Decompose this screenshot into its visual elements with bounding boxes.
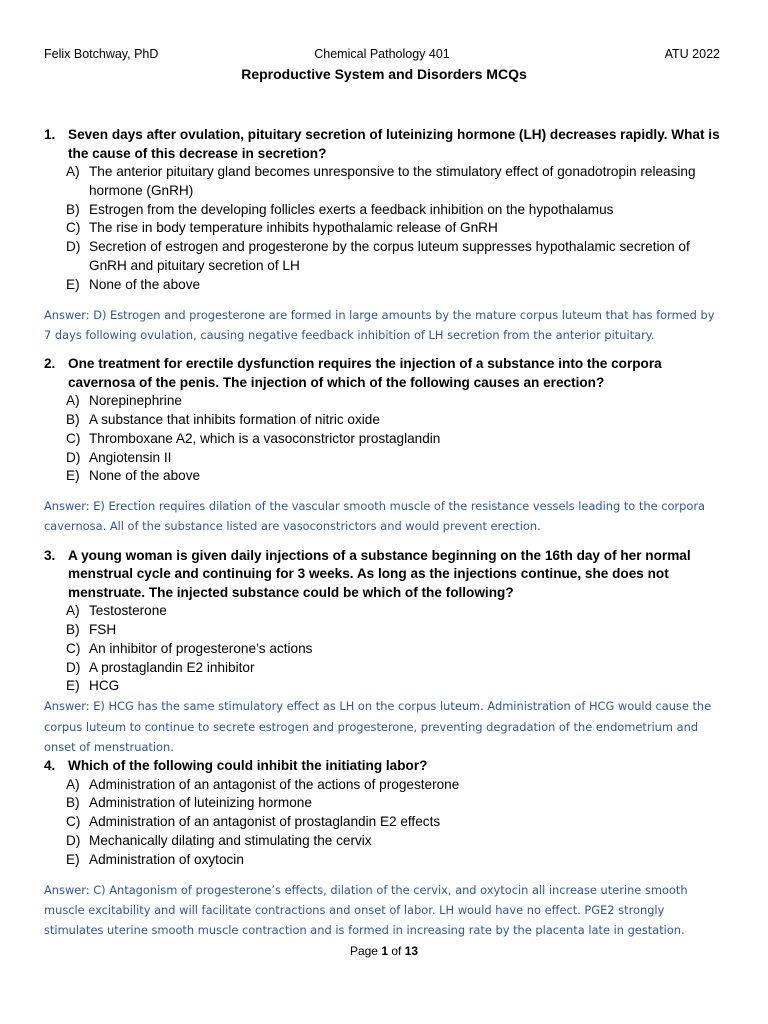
question-3 bbox=[44, 547, 724, 757]
option-text: Administration of oxytocin bbox=[89, 851, 244, 867]
option-letter: A) bbox=[66, 393, 80, 409]
option-list bbox=[44, 392, 724, 486]
option-letter: D) bbox=[66, 659, 81, 675]
of-word: of bbox=[391, 944, 402, 958]
option-letter: C) bbox=[66, 430, 81, 446]
header-course: Chemical Pathology 401 bbox=[314, 47, 450, 61]
option-e bbox=[44, 677, 724, 696]
option-text: The anterior pituitary gland becomes unresponsive to the stimulatory effect of gonadotropin releasing hormone (GnRH) bbox=[89, 164, 696, 198]
option-letter: E) bbox=[66, 851, 80, 867]
option-list bbox=[44, 163, 724, 295]
question-stem bbox=[44, 355, 724, 392]
option-a bbox=[44, 776, 724, 795]
question-text: One treatment for erectile dysfunction requires the injection of a substance into the corpora cavernosa of the penis. The injection of which of the following causes an erection? bbox=[68, 356, 662, 390]
option-c bbox=[44, 219, 724, 238]
option-letter: B) bbox=[66, 795, 80, 811]
page-footer bbox=[0, 944, 768, 958]
option-letter: C) bbox=[66, 640, 81, 656]
option-text: Administration of an antagonist of the actions of progesterone bbox=[89, 776, 460, 792]
option-text: Estrogen from the developing follicles exerts a feedback inhibition on the hypothalamus bbox=[89, 201, 614, 217]
question-stem bbox=[44, 757, 724, 776]
option-list bbox=[44, 776, 724, 870]
option-letter: C) bbox=[66, 814, 81, 830]
option-list bbox=[44, 602, 724, 696]
option-text: Norepinephrine bbox=[89, 393, 182, 409]
option-letter: C) bbox=[66, 220, 81, 236]
page-total: 13 bbox=[404, 944, 419, 958]
option-c bbox=[44, 430, 724, 449]
option-text: None of the above bbox=[89, 468, 201, 484]
option-letter: E) bbox=[66, 468, 80, 484]
option-letter: D) bbox=[66, 239, 81, 255]
document-title: Reproductive System and Disorders MCQs bbox=[241, 66, 527, 82]
header-author: Felix Botchway, PhD bbox=[44, 47, 159, 61]
answer-explanation: Answer: C) Antagonism of progesterone’s effects, dilation of the cervix, and oxytocin all increase uterine smooth muscle excitability and will facilitate contractions and onset of labor. LH would have no effect. PGE2 strongly stimulates uterine smooth muscle contraction and is formed in increasing rate by the placenta late in gestation. bbox=[44, 882, 688, 938]
option-letter: D) bbox=[66, 833, 81, 849]
option-e bbox=[44, 467, 724, 486]
option-b bbox=[44, 621, 724, 640]
option-e bbox=[44, 851, 724, 870]
option-b bbox=[44, 411, 724, 430]
option-letter: A) bbox=[66, 776, 80, 792]
option-letter: B) bbox=[66, 622, 80, 638]
question-2 bbox=[44, 355, 724, 537]
option-text: The rise in body temperature inhibits hypothalamic release of GnRH bbox=[89, 220, 498, 236]
option-d bbox=[44, 238, 724, 276]
question-4 bbox=[44, 757, 724, 940]
option-text: None of the above bbox=[89, 276, 201, 292]
question-stem bbox=[44, 547, 724, 603]
option-text: A prostaglandin E2 inhibitor bbox=[89, 659, 255, 675]
option-a bbox=[44, 392, 724, 411]
answer-explanation: Answer: E) HCG has the same stimulatory effect as LH on the corpus luteum. Administration of HCG would cause the corpus luteum to continue to secrete estrogen and progesterone, preventing degradation of the endometrium and onset of menstruation. bbox=[44, 699, 712, 754]
option-text: A substance that inhibits formation of nitric oxide bbox=[89, 411, 380, 427]
question-text: Which of the following could inhibit the initiating labor? bbox=[68, 758, 428, 774]
option-a bbox=[44, 163, 724, 201]
option-d bbox=[44, 449, 724, 468]
question-text: A young woman is given daily injections of a substance beginning on the 16th day of her normal menstrual cycle and continuing for 3 weeks. As long as the injections continue, she does not menstruate. The injected substance could be which of the following? bbox=[68, 547, 691, 600]
page-header bbox=[44, 47, 720, 65]
option-b bbox=[44, 201, 724, 220]
option-text: Angiotensin II bbox=[89, 449, 172, 465]
option-text: Mechanically dilating and stimulating the cervix bbox=[89, 833, 372, 849]
answer-explanation: Answer: D) Estrogen and progesterone are formed in large amounts by the mature corpus luteum that has formed by 7 days following ovulation, causing negative feedback inhibition of LH secretion from the anterior pituitary. bbox=[44, 307, 715, 342]
question-number: 2. bbox=[44, 356, 56, 372]
page-current: 1 bbox=[381, 944, 388, 958]
question-number: 1. bbox=[44, 127, 56, 142]
option-text: FSH bbox=[89, 622, 117, 638]
option-letter: B) bbox=[66, 201, 80, 217]
option-b bbox=[44, 794, 724, 813]
option-d bbox=[44, 659, 724, 678]
option-letter: D) bbox=[66, 449, 81, 465]
question-list bbox=[44, 126, 724, 941]
option-d bbox=[44, 832, 724, 851]
option-text: Testosterone bbox=[89, 603, 167, 619]
option-text: Secretion of estrogen and progesterone by the corpus luteum suppresses hypothalamic secretion of GnRH and pituitary secretion of LH bbox=[89, 239, 690, 273]
option-c bbox=[44, 813, 724, 832]
option-letter: B) bbox=[66, 411, 80, 427]
option-e bbox=[44, 276, 724, 295]
option-c bbox=[44, 640, 724, 659]
page-word: Page bbox=[349, 944, 378, 958]
header-year: ATU 2022 bbox=[664, 47, 720, 61]
option-letter: A) bbox=[66, 164, 80, 179]
option-letter: A) bbox=[66, 603, 80, 619]
answer-explanation: Answer: E) Erection requires dilation of the vascular smooth muscle of the resistance vessels leading to the corpora cavernosa. All of the substance listed are vasoconstrictors and would prevent erection. bbox=[44, 499, 705, 534]
question-number: 3. bbox=[44, 547, 56, 563]
option-text: Administration of an antagonist of prostaglandin E2 effects bbox=[89, 814, 441, 830]
option-text: HCG bbox=[89, 678, 120, 694]
option-letter: E) bbox=[66, 678, 80, 694]
option-text: An inhibitor of progesterone’s actions bbox=[89, 640, 313, 656]
option-text: Thromboxane A2, which is a vasoconstrictor prostaglandin bbox=[89, 430, 441, 446]
option-text: Administration of luteinizing hormone bbox=[89, 795, 312, 811]
option-a bbox=[44, 602, 724, 621]
question-number: 4. bbox=[44, 758, 56, 774]
question-stem bbox=[44, 126, 724, 163]
question-1 bbox=[44, 126, 724, 345]
option-letter: E) bbox=[66, 276, 80, 292]
question-text: Seven days after ovulation, pituitary secretion of luteinizing hormone (LH) decreases rapidly. What is the cause of this decrease in secretion? bbox=[68, 127, 720, 161]
